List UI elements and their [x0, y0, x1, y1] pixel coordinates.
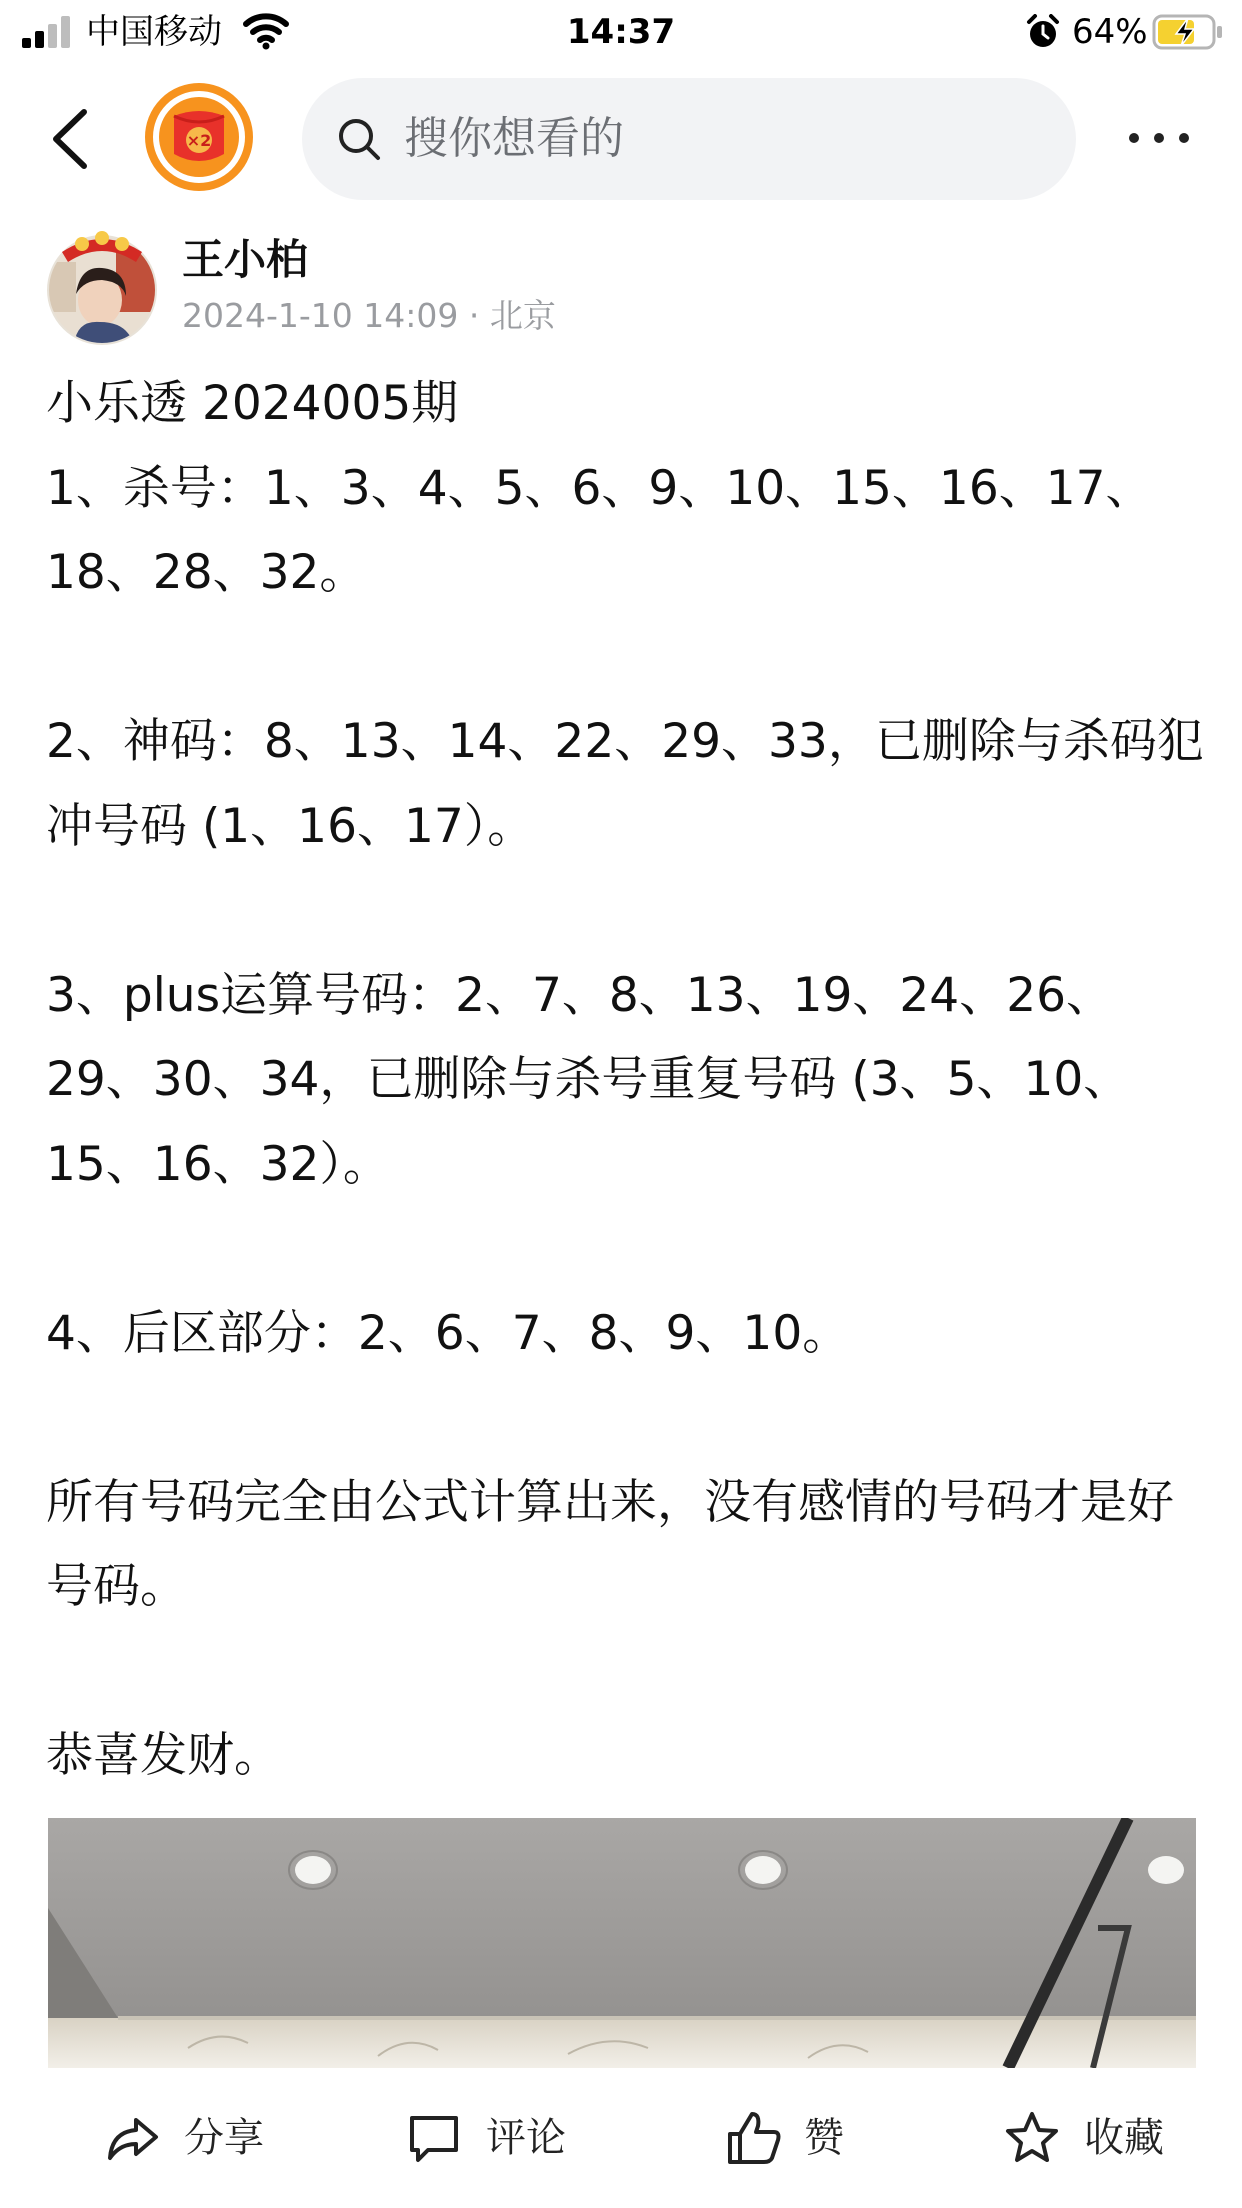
reward-badge-button[interactable]: [144, 82, 254, 192]
like-button[interactable]: [726, 2108, 856, 2168]
comment-icon: [406, 2110, 462, 2166]
article-paragraph: 2、神码：8、13、14、22、29、33，已删除与杀码犯冲号码 (1、16、17）。: [46, 714, 1204, 854]
status-bar: [0, 0, 1242, 66]
thumbs-up-icon: [726, 2110, 782, 2166]
article-paragraph: 3、plus运算号码：2、7、8、13、19、24、26、29、30、34，已删除与杀号重复号码 (3、5、10、15、16、32）。: [46, 967, 1131, 1192]
carrier-name: 中国移动: [86, 12, 222, 52]
alarm-icon: [1026, 14, 1060, 50]
share-button[interactable]: [104, 2108, 274, 2168]
search-placeholder: 搜你想看的: [404, 113, 624, 164]
more-options-icon[interactable]: [1124, 118, 1194, 158]
like-label: 赞: [804, 2115, 844, 2161]
article-paragraph: 恭喜发财。: [46, 1728, 281, 1783]
share-label: 分享: [184, 2115, 264, 2161]
article-paragraph: 4、后区部分：2、6、7、8、9、10。: [46, 1305, 850, 1361]
battery-percent: 64%: [1072, 12, 1148, 52]
search-box[interactable]: [302, 78, 1076, 200]
nav-bar: [0, 66, 1242, 212]
battery-charging-icon: [1152, 14, 1224, 50]
article-paragraph: 所有号码完全由公式计算出来，没有感情的号码才是好号码。: [46, 1474, 1174, 1614]
reward-badge-label: ×2: [186, 131, 212, 150]
author-avatar[interactable]: [46, 222, 158, 346]
article-body: [46, 362, 1206, 1799]
back-button[interactable]: [40, 104, 100, 174]
post-image[interactable]: [48, 1818, 1196, 2068]
article-paragraph: 小乐透 2024005期 1、杀号：1、3、4、5、6、9、10、15、16、17、18、28、32。: [46, 376, 1153, 600]
star-icon: [1004, 2110, 1060, 2166]
author-name[interactable]: 王小柏: [182, 235, 309, 284]
search-icon: [336, 116, 382, 162]
action-bar: [0, 2068, 1242, 2208]
post-meta: 2024-1-10 14:09 · 北京: [182, 296, 556, 335]
clock-time: 14:37: [566, 12, 676, 52]
share-icon: [104, 2110, 160, 2166]
comment-button[interactable]: [406, 2108, 576, 2168]
favorite-label: 收藏: [1084, 2115, 1164, 2161]
favorite-button[interactable]: [1004, 2108, 1174, 2168]
comment-label: 评论: [486, 2115, 566, 2161]
